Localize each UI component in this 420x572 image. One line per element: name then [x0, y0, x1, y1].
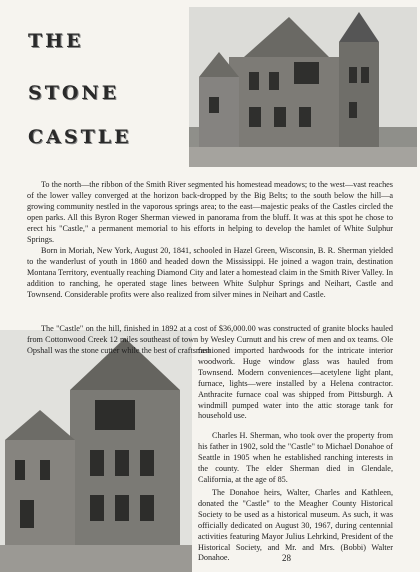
paragraph-2: Born in Moriah, New York, August 20, 1841, schooled in Hazel Green, Wisconsin, B. R. Sherman yielded to the wanderlust of youth in 1860 and headed down the Mississippi. He joined a wagon train, destination Montana Territory, eventually reaching Diamond City and later a homestead claim in the Smith River Valley. In addition to ranching, he operated stage lines between White Sulphur Springs and Neihart, Castle and Townsend. Considerable profits were also realized from silver mines in Neihart and Castle.: [27, 246, 393, 299]
paragraph-1: To the north—the ribbon of the Smith River segmented his homestead meadows; to the west—vast reaches of the lower valley converged at the horizon back-dropped by the Big Belts; to the south below the hill—a growing community nestled in the vaporous springs area; to the east—majestic peaks of the Castles circled the open parks. All this Byron Roger Sherman viewed in panorama from the bluff. It was at this spot he chose to erect his "Castle," a permanent memorial to his efforts in helping to develop the hamlet of White Sulphur Springs.: [27, 180, 393, 244]
castle-photo-top: [189, 7, 417, 167]
title-line-stone: STONE: [28, 82, 120, 104]
paragraph-3-column: fashioned imported hardwoods for the intricate interior woodwork. Huge window glass was hauled from Townsend. Modern conveniences—acetylene light plant, furnace, lights—were installed by a Helena contractor. Anthracite furnace coal was shipped from Pittsburgh. A windmill pumped water into the attic storage tank for household use.: [198, 346, 393, 421]
castle-photo-bottom: [0, 330, 192, 572]
title-line-castle: CASTLE: [28, 126, 132, 148]
title-line-the: THE: [28, 30, 84, 52]
paragraph-5: The Donahoe heirs, Walter, Charles and Kathleen, donated the "Castle" to the Meagher County Historical Society to be used as a historical museum. As such, it was officially dedicated on August 30, 1967, during centennial activities featuring Mayor Julius Lehrkind, President of the Historical Society, and Mr. and Mrs. (Bobbi) Walter Donahoe.: [198, 488, 393, 563]
page-number: 28: [282, 553, 291, 563]
paragraph-3-wide: The "Castle" on the hill, finished in 1892 at a cost of $36,000.00 was constructed of granite blocks hauled from Cottonwood Creek 12 miles southeast of town by Wesley Curnutt and his crew of men and ox teams. Ole Opshall was the stone cutter while the best of craftsmen: [27, 324, 393, 355]
paragraph-4: Charles H. Sherman, who took over the property from his father in 1902, sold the "Castle" to Michael Donahoe of Seattle in 1905 when he established ranching interests in the county. The elder Sherman died in Glendale, California, at the age of 85.: [198, 431, 393, 484]
